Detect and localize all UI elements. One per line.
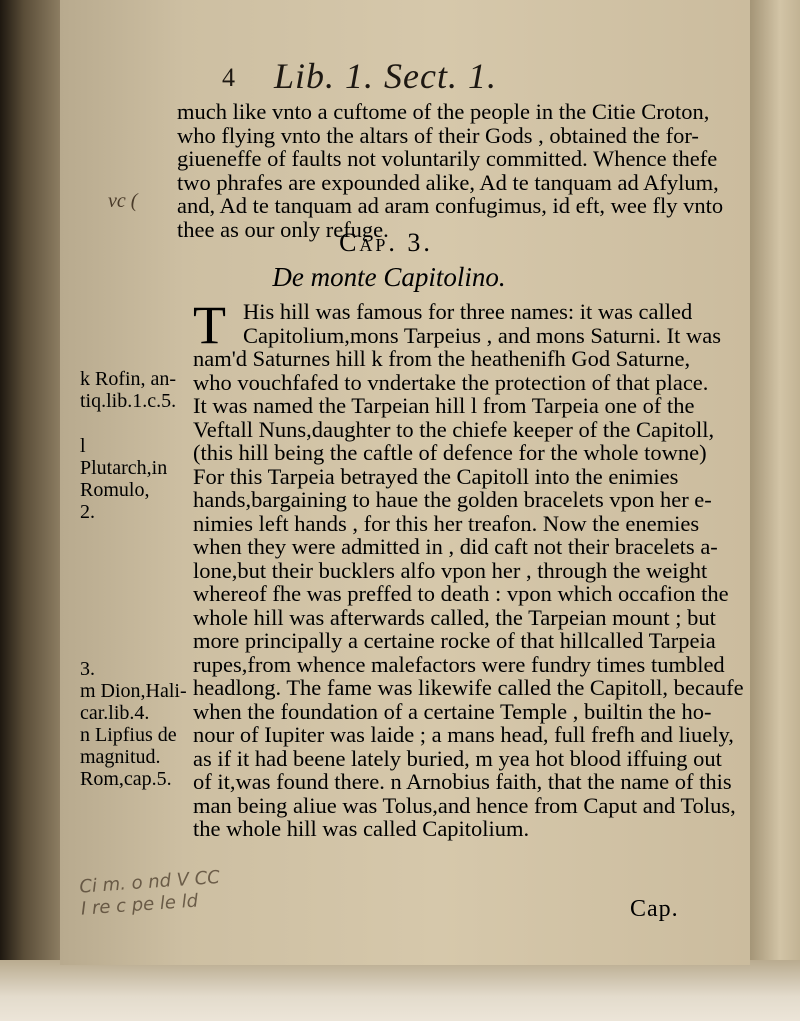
text-line: thee as our only refuge. [177, 216, 389, 242]
text-line: of it,was found there. n Arnobius faith, that the name of this [193, 769, 732, 794]
margin-note-mn [80, 658, 185, 790]
text-line: whole hill was afterwards called, the Tarpeian mount ; but [193, 604, 716, 630]
margin-note-line: tiq.lib.1.c.5. [80, 390, 177, 412]
chapter-subtitle: De monte Capitolino. [272, 262, 506, 292]
text-line: nour of Iupiter was laide ; a mans head, full frefh and liuely, [193, 722, 734, 747]
manuscript-margin-mark: vc ( [108, 190, 138, 212]
margin-note-line: n Lipfius de [80, 724, 177, 746]
bottom-margin-background [0, 960, 800, 1021]
drop-capital: T [193, 295, 226, 355]
text-line: when the foundation of a certaine Temple , builtin the ho- [193, 698, 712, 724]
chapter-title: Cap. 3. [339, 228, 433, 257]
text-line: His hill was famous for three names: it was called [243, 299, 693, 324]
margin-note-line: Plutarch,in [80, 457, 168, 479]
margin-note-line: k Rofin, an- [80, 368, 177, 390]
text-line: who vouchfafed to vndertake the protection of that place. [193, 369, 709, 395]
text-line: lone,but their bucklers alfo vpon her , through the weight [193, 557, 708, 583]
text-line: headlong. The fame was likewife called the Capitoll, becaufe [193, 675, 744, 700]
text-line: as if it had beene lately buried, m yea hot blood iffuing out [193, 745, 722, 771]
text-line: It was named the Tarpeian hill l from Tarpeia one of the [193, 393, 695, 418]
margin-note-line: car.lib.4. [80, 702, 150, 724]
left-page-edge [0, 0, 60, 1021]
text-line: man being aliue was Tolus,and hence from Caput and Tolus, [193, 792, 736, 818]
text-line: For this Tarpeia betrayed the Capitoll into the enimies [193, 463, 679, 489]
margin-note-line: l [80, 435, 86, 457]
text-line: Veftall Nuns,daughter to the chiefe keeper of the Capitoll, [193, 416, 715, 442]
text-line: much like vnto a cuftome of the people in the Citie Croton, [177, 99, 710, 124]
margin-note-line: 3. [80, 658, 95, 680]
margin-note-l [80, 435, 185, 523]
text-line: who flying vnto the altars of their Gods , obtained the for- [177, 122, 699, 148]
text-line: more principally a certaine rocke of that hillcalled Tarpeia [193, 628, 716, 653]
text-line: the whole hill was called Capitolium. [193, 816, 530, 841]
margin-note-line: 2. [80, 501, 95, 523]
text-line: rupes,from whence malefactors were fundry times tumbled [193, 651, 725, 677]
margin-note-line: m Dion,Hali- [80, 680, 187, 702]
text-line: nimies left hands , for this her treafon. Now the enemies [193, 510, 700, 536]
text-line: nam'd Saturnes hill k from the heathenifh God Saturne, [193, 346, 691, 371]
section-heading: Lib. 1. Sect. 1. [274, 56, 497, 96]
text-line: (this hill being the caftle of defence for the whole towne) [193, 440, 707, 465]
margin-note-k [80, 368, 185, 412]
text-line: giueneffe of faults not voluntarily committed. Whence thefe [177, 146, 718, 171]
margin-note-line: Rom,cap.5. [80, 768, 172, 790]
text-line: two phrafes are expounded alike, Ad te tanquam ad Afylum, [177, 169, 719, 195]
handwritten-line: I re c pe le ld [80, 890, 199, 920]
text-line: Capitolium,mons Tarpeius , and mons Saturni. It was [243, 322, 721, 348]
text-line: hands,bargaining to haue the golden bracelets vpon her e- [193, 487, 712, 512]
margin-note-line: magnitud. [80, 746, 161, 768]
page-number: 4 [222, 63, 236, 92]
handwritten-line: Ci m. o nd V CC [78, 866, 221, 898]
catchword: Cap. [630, 896, 679, 922]
text-line: whereof fhe was preffed to death : vpon which occafion the [193, 581, 729, 606]
opening-paragraph [177, 99, 724, 242]
running-head [222, 56, 602, 96]
right-page-edge [750, 0, 800, 1021]
text-line: and, Ad te tanquam ad aram confugimus, id eft, wee fly vnto [177, 193, 724, 218]
margin-note-line: Romulo, [80, 479, 150, 501]
text-line: when they were admitted in , did caft not their bracelets a- [193, 534, 718, 559]
chapter-paragraph [193, 295, 744, 841]
